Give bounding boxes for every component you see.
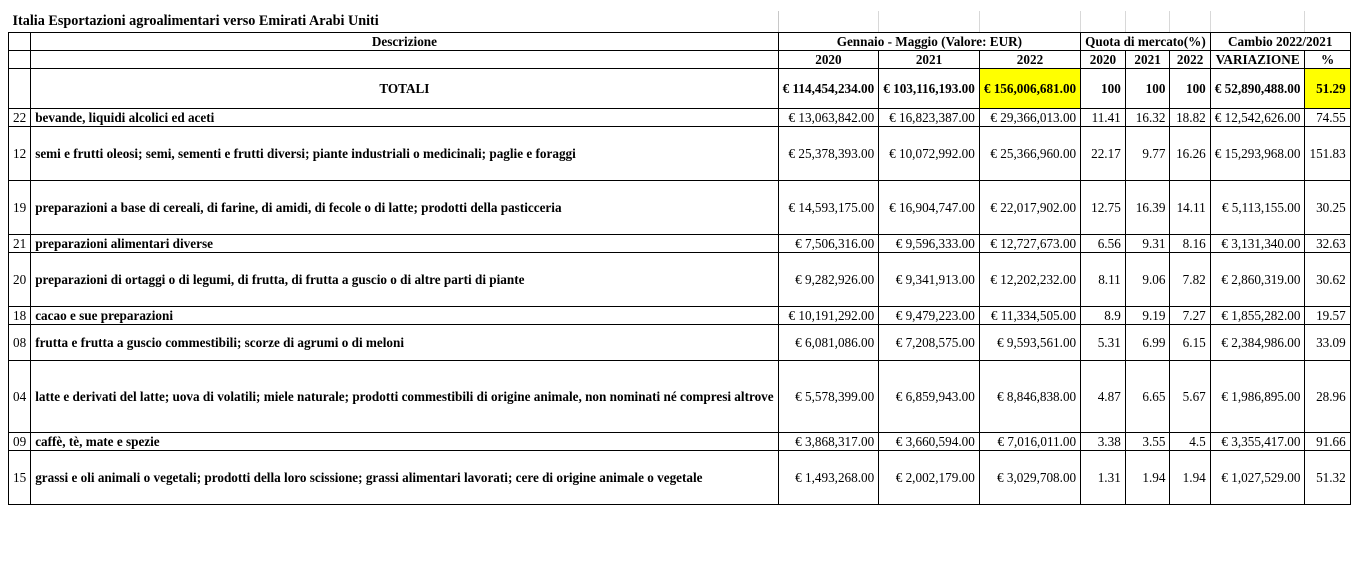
header-quota-2020: 2020 [1081,50,1126,68]
row-code: 08 [9,324,31,360]
empty-cell [879,11,980,32]
row-variazione: € 12,542,626.00 [1210,108,1305,126]
row-value-2022: € 11,334,505.00 [979,306,1080,324]
row-pct: 151.83 [1305,126,1350,180]
empty-cell [979,11,1080,32]
row-quota-2020: 8.11 [1081,252,1126,306]
table-row [9,450,1351,504]
header-period: Gennaio - Maggio (Valore: EUR) [778,32,1081,50]
row-variazione: € 1,027,529.00 [1210,450,1305,504]
row-pct: 91.66 [1305,432,1350,450]
header-quota: Quota di mercato(%) [1081,32,1211,50]
row-pct: 74.55 [1305,108,1350,126]
row-description: bevande, liquidi alcolici ed aceti [31,108,778,126]
row-code: 20 [9,252,31,306]
totals-row [9,68,1351,108]
row-quota-2021: 9.19 [1125,306,1170,324]
row-value-2020: € 9,282,926.00 [778,252,879,306]
totals-2020: € 114,454,234.00 [778,68,879,108]
row-pct: 28.96 [1305,360,1350,432]
totals-label: TOTALI [31,68,778,108]
row-value-2021: € 16,823,387.00 [879,108,980,126]
row-variazione: € 1,855,282.00 [1210,306,1305,324]
row-value-2020: € 13,063,842.00 [778,108,879,126]
row-description: frutta e frutta a guscio commestibili; scorze di agrumi o di meloni [31,324,778,360]
row-quota-2022: 18.82 [1170,108,1210,126]
empty-cell [9,32,31,50]
header-quota-2022: 2022 [1170,50,1210,68]
row-code: 18 [9,306,31,324]
row-description: preparazioni alimentari diverse [31,234,778,252]
table-title: Italia Esportazioni agroalimentari verso Emirati Arabi Uniti [9,11,779,32]
row-quota-2022: 14.11 [1170,180,1210,234]
row-quota-2021: 6.99 [1125,324,1170,360]
row-quota-2020: 6.56 [1081,234,1126,252]
row-quota-2021: 3.55 [1125,432,1170,450]
header-year-2021: 2021 [879,50,980,68]
row-code: 09 [9,432,31,450]
row-value-2022: € 29,366,013.00 [979,108,1080,126]
row-pct: 30.25 [1305,180,1350,234]
row-quota-2020: 5.31 [1081,324,1126,360]
row-variazione: € 2,384,986.00 [1210,324,1305,360]
row-quota-2022: 7.82 [1170,252,1210,306]
row-description: semi e frutti oleosi; semi, sementi e frutti diversi; piante industriali o medicinali; paglie e foraggi [31,126,778,180]
empty-cell [1210,11,1305,32]
row-quota-2022: 1.94 [1170,450,1210,504]
row-value-2022: € 3,029,708.00 [979,450,1080,504]
table-row [9,360,1351,432]
row-value-2022: € 12,727,673.00 [979,234,1080,252]
header-descrizione: Descrizione [31,32,778,50]
row-pct: 32.63 [1305,234,1350,252]
table-row [9,108,1351,126]
row-quota-2020: 12.75 [1081,180,1126,234]
row-quota-2021: 6.65 [1125,360,1170,432]
row-pct: 51.32 [1305,450,1350,504]
row-quota-2022: 8.16 [1170,234,1210,252]
row-value-2022: € 25,366,960.00 [979,126,1080,180]
row-quota-2020: 4.87 [1081,360,1126,432]
totals-2021: € 103,116,193.00 [879,68,980,108]
row-value-2021: € 16,904,747.00 [879,180,980,234]
row-variazione: € 1,986,895.00 [1210,360,1305,432]
row-value-2020: € 10,191,292.00 [778,306,879,324]
row-quota-2022: 4.5 [1170,432,1210,450]
row-value-2021: € 10,072,992.00 [879,126,980,180]
totals-quota-2020: 100 [1081,68,1126,108]
header-year-2022: 2022 [979,50,1080,68]
row-description: caffè, tè, mate e spezie [31,432,778,450]
empty-cell [9,50,31,68]
row-variazione: € 3,131,340.00 [1210,234,1305,252]
row-code: 22 [9,108,31,126]
row-quota-2022: 6.15 [1170,324,1210,360]
row-description: preparazioni a base di cereali, di farine, di amidi, di fecole o di latte; prodotti della pasticceria [31,180,778,234]
table-row [9,180,1351,234]
row-description: latte e derivati del latte; uova di volatili; miele naturale; prodotti commestibili di origine animale, non nominati né compresi altrove [31,360,778,432]
row-pct: 30.62 [1305,252,1350,306]
row-value-2020: € 7,506,316.00 [778,234,879,252]
totals-pct: 51.29 [1305,68,1350,108]
header-cambio: Cambio 2022/2021 [1210,32,1350,50]
row-quota-2020: 8.9 [1081,306,1126,324]
empty-cell [31,50,778,68]
header-year-2020: 2020 [778,50,879,68]
row-code: 04 [9,360,31,432]
empty-cell [1081,11,1126,32]
empty-cell [1125,11,1170,32]
row-code: 15 [9,450,31,504]
empty-cell [9,68,31,108]
row-value-2020: € 25,378,393.00 [778,126,879,180]
empty-cell [1305,11,1350,32]
table-row [9,126,1351,180]
row-variazione: € 15,293,968.00 [1210,126,1305,180]
table-row [9,432,1351,450]
row-value-2021: € 9,479,223.00 [879,306,980,324]
row-value-2021: € 7,208,575.00 [879,324,980,360]
row-value-2022: € 22,017,902.00 [979,180,1080,234]
row-quota-2021: 9.77 [1125,126,1170,180]
header-quota-2021: 2021 [1125,50,1170,68]
totals-quota-2021: 100 [1125,68,1170,108]
row-quota-2021: 16.32 [1125,108,1170,126]
row-variazione: € 5,113,155.00 [1210,180,1305,234]
row-value-2021: € 9,596,333.00 [879,234,980,252]
row-quota-2022: 7.27 [1170,306,1210,324]
row-quota-2020: 1.31 [1081,450,1126,504]
totals-quota-2022: 100 [1170,68,1210,108]
row-value-2022: € 8,846,838.00 [979,360,1080,432]
table-row [9,234,1351,252]
table-row [9,324,1351,360]
row-quota-2021: 9.31 [1125,234,1170,252]
row-value-2020: € 3,868,317.00 [778,432,879,450]
row-value-2020: € 14,593,175.00 [778,180,879,234]
row-quota-2020: 22.17 [1081,126,1126,180]
row-quota-2022: 5.67 [1170,360,1210,432]
row-value-2021: € 9,341,913.00 [879,252,980,306]
row-quota-2022: 16.26 [1170,126,1210,180]
row-value-2022: € 12,202,232.00 [979,252,1080,306]
header-variazione: VARIAZIONE [1210,50,1305,68]
row-value-2020: € 5,578,399.00 [778,360,879,432]
row-code: 12 [9,126,31,180]
row-value-2020: € 6,081,086.00 [778,324,879,360]
table-row [9,252,1351,306]
row-quota-2020: 3.38 [1081,432,1126,450]
row-pct: 19.57 [1305,306,1350,324]
row-value-2022: € 9,593,561.00 [979,324,1080,360]
row-description: grassi e oli animali o vegetali; prodotti della loro scissione; grassi alimentari lavorati; cere di origine animale o vegetale [31,450,778,504]
header-pct: % [1305,50,1350,68]
row-code: 21 [9,234,31,252]
row-value-2020: € 1,493,268.00 [778,450,879,504]
totals-variazione: € 52,890,488.00 [1210,68,1305,108]
table-row [9,306,1351,324]
row-quota-2021: 9.06 [1125,252,1170,306]
row-value-2021: € 3,660,594.00 [879,432,980,450]
row-quota-2020: 11.41 [1081,108,1126,126]
row-description: preparazioni di ortaggi o di legumi, di frutta, di frutta a guscio o di altre parti di piante [31,252,778,306]
row-value-2021: € 2,002,179.00 [879,450,980,504]
totals-2022: € 156,006,681.00 [979,68,1080,108]
row-variazione: € 2,860,319.00 [1210,252,1305,306]
row-quota-2021: 1.94 [1125,450,1170,504]
empty-cell [1170,11,1210,32]
row-pct: 33.09 [1305,324,1350,360]
row-quota-2021: 16.39 [1125,180,1170,234]
row-code: 19 [9,180,31,234]
row-description: cacao e sue preparazioni [31,306,778,324]
row-variazione: € 3,355,417.00 [1210,432,1305,450]
export-table [8,11,1351,505]
empty-cell [778,11,879,32]
row-value-2021: € 6,859,943.00 [879,360,980,432]
row-value-2022: € 7,016,011.00 [979,432,1080,450]
